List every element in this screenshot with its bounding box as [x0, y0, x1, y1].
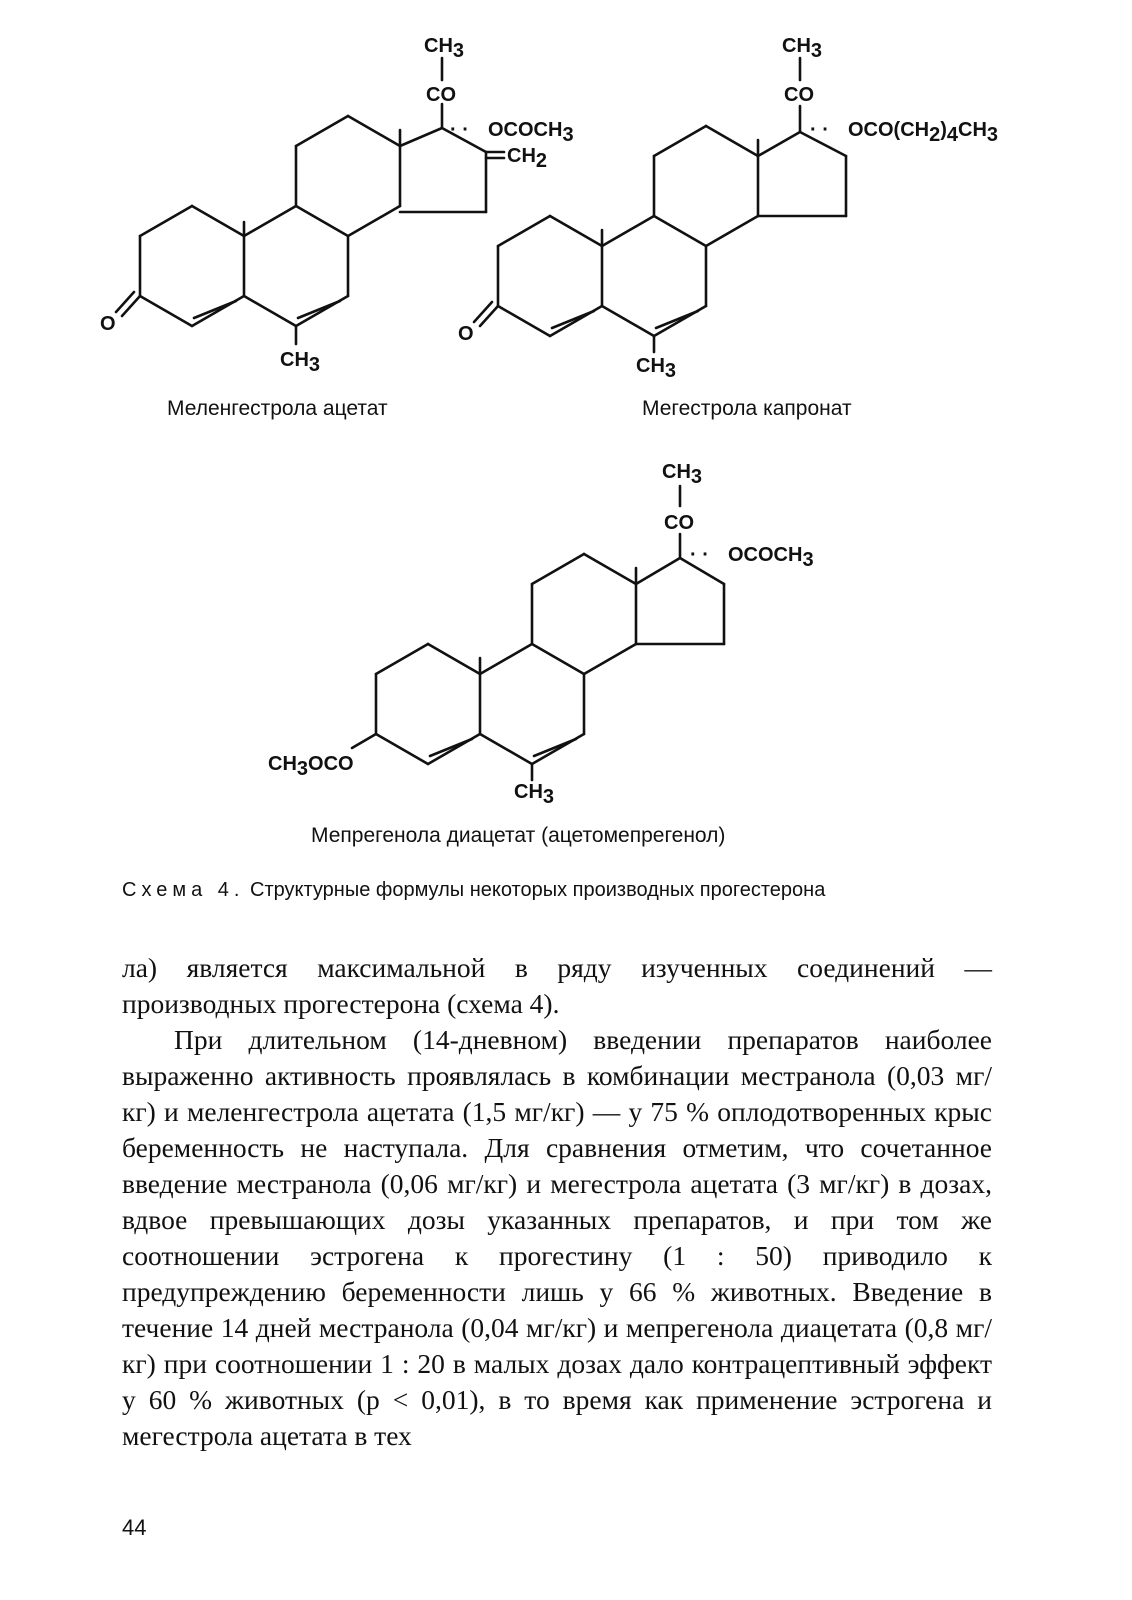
acetoxy-3-label: CH3OCO	[268, 753, 354, 780]
acetoxy-label: OCOCH3	[728, 544, 814, 571]
methylene-label: CH2	[507, 145, 548, 172]
dots: · ·	[810, 119, 829, 141]
c6-methyl-label: CH3	[514, 781, 555, 808]
scheme-label: Схема 4.	[122, 879, 245, 901]
scheme-caption	[122, 879, 825, 902]
dots: · ·	[690, 544, 709, 566]
co-label: CO	[664, 512, 694, 534]
ch3-label: CH3	[424, 35, 465, 62]
paragraph: При длительном (14-дневном) введении препаратов наиболее выраженно активность проявлялась в комбинации местранола (0,03 мг/кг) и меленгестрола ацетата (1,5 мг/кг) — у 75 % оплодотворенных крыс беременность не наступала. Для сравнения отметим, что сочетанное введение местранола (0,06 мг/кг) и мегестрола ацетата (3 мг/кг) в дозах, вдвое превышающих дозы указанных препаратов, и при том же соотношении эстрогена к прогестину (1 : 50) приводило к предупреждению беременности лишь у 66 % животных. Введение в течение 14 дней местранола (0,04 мг/кг) и мепрегенола диацетата (0,8 мг/кг) при соотношении 1 : 20 в малых дозах дало контрацептивный эффект у 60 % животных (p < 0,01), в то время как применение эстрогена и мегестрола ацетата в тех	[122, 1024, 992, 1451]
caption-megestrol-caproate: Мегестрола капронат	[642, 397, 852, 420]
ketone-oxygen: O	[458, 323, 474, 345]
ketone-oxygen: O	[100, 313, 116, 335]
co-label: CO	[426, 84, 456, 106]
paragraph: ла) является максимальной в ряду изученных соединений — производных прогестерона (схема 4).	[122, 952, 992, 1019]
c6-methyl-label: CH3	[280, 349, 321, 376]
body-text	[122, 950, 992, 1454]
acetoxy-label: OCOCH3	[488, 119, 574, 146]
caption-mepregenol-diacetate: Мепрегенола диацетат (ацетомепрегенол)	[311, 824, 726, 847]
ch3-label: CH3	[662, 461, 703, 488]
caption-melengestrol: Меленгестрола ацетат	[167, 397, 388, 420]
ch3-label: CH3	[782, 35, 823, 62]
dots: · ·	[450, 119, 469, 141]
caproate-label: OCO(CH2)4CH3	[848, 119, 999, 146]
c6-methyl-label: CH3	[636, 355, 677, 382]
co-label: CO	[784, 84, 814, 106]
scheme-title: Структурные формулы некоторых производных прогестерона	[250, 879, 826, 901]
page-number: 44	[122, 1515, 147, 1540]
